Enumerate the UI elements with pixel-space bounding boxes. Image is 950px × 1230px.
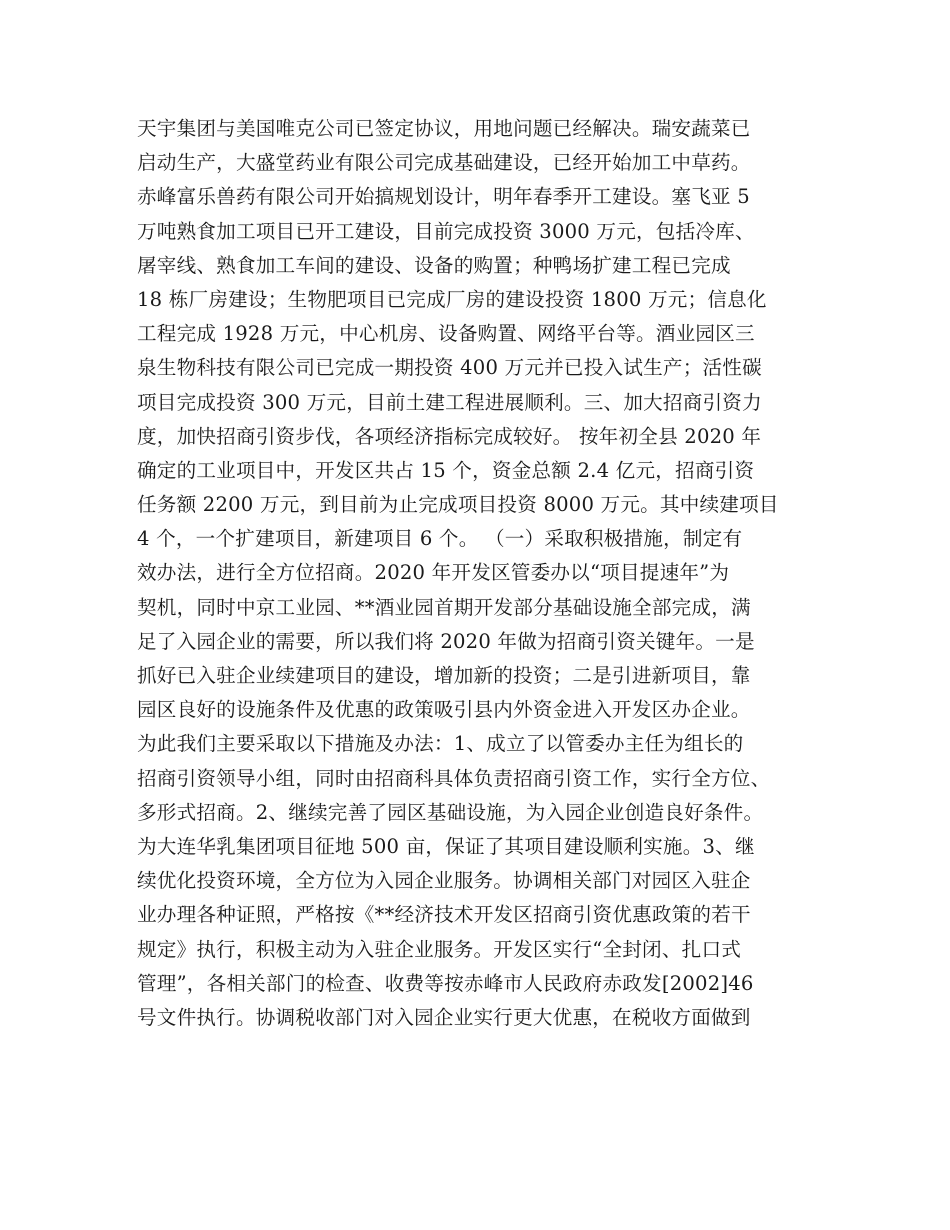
text-line: 效办法，进行全方位招商。2020 年开发区管委办以“项目提速年”为 — [137, 561, 730, 585]
text-line: 赤峰富乐兽药有限公司开始搞规划设计，明年春季开工建设。塞飞亚 5 — [137, 185, 750, 209]
text-line: 为大连华乳集团项目征地 500 亩，保证了其项目建设顺利实施。3、继 — [137, 834, 755, 858]
text-line: 园区良好的设施条件及优惠的政策吸引县内外资金进入开发区办企业。 — [137, 698, 751, 722]
text-line: 管理”，各相关部门的检查、收费等按赤峰市人民政府赤政发[2002]46 — [137, 971, 754, 995]
text-line: 屠宰线、熟食加工车间的建设、设备的购置；种鸭场扩建工程已完成 — [137, 253, 731, 277]
text-line: 确定的工业项目中，开发区共占 15 个，资金总额 2.4 亿元，招商引资 — [137, 458, 755, 482]
text-line: 规定》执行，积极主动为入驻企业服务。开发区实行“全封闭、扎口式 — [137, 937, 742, 961]
text-line: 业办理各种证照，严格按《**经济技术开发区招商引资优惠政策的若干 — [137, 903, 751, 927]
text-line: 项目完成投资 300 万元，目前土建工程进展顺利。三、加大招商引资力 — [137, 390, 762, 414]
text-line: 4 个，一个扩建项目，新建项目 6 个。 （一）采取积极措施，制定有 — [137, 527, 743, 551]
text-line: 招商引资领导小组，同时由招商科具体负责招商引资工作，实行全方位、 — [137, 766, 771, 790]
text-line: 18 栋厂房建设；生物肥项目已完成厂房的建设投资 1800 万元；信息化 — [137, 287, 767, 311]
text-line: 工程完成 1928 万元，中心机房、设备购置、网络平台等。酒业园区三 — [137, 322, 755, 346]
text-line: 任务额 2200 万元，到目前为止完成项目投资 8000 万元。其中续建项目 — [137, 493, 779, 517]
text-line: 天宇集团与美国唯克公司已签定协议，用地问题已经解决。瑞安蔬菜已 — [137, 117, 751, 140]
text-line: 万吨熟食加工项目已开工建设，目前完成投资 3000 万元，包括冷库、 — [137, 219, 755, 243]
text-line: 契机，同时中京工业园、**酒业园首期开发部分基础设施全部完成，满 — [137, 595, 751, 619]
text-line: 启动生产，大盛堂药业有限公司完成基础建设，已经开始加工中草药。 — [137, 151, 751, 175]
text-line: 足了入园企业的需要，所以我们将 2020 年做为招商引资关键年。一是 — [137, 629, 755, 653]
text-line: 度，加快招商引资步伐，各项经济指标完成较好。 按年初全县 2020 年 — [137, 424, 762, 448]
text-line: 多形式招商。2、继续完善了园区基础设施，为入园企业创造良好条件。 — [137, 800, 764, 824]
text-line: 为此我们主要采取以下措施及办法：1、成立了以管委办主任为组长的 — [137, 732, 744, 756]
text-line: 抓好已入驻企业续建项目的建设，增加新的投资；二是引进新项目，靠 — [137, 664, 751, 687]
text-line: 号文件执行。协调税收部门对入园企业实行更大优惠，在税收方面做到 — [137, 1005, 751, 1029]
body-text — [137, 112, 837, 1035]
text-line: 续优化投资环境，全方位为入园企业服务。协调相关部门对园区入驻企 — [137, 869, 751, 893]
text-line: 泉生物科技有限公司已完成一期投资 400 万元并已投入试生产；活性碳 — [137, 356, 762, 380]
